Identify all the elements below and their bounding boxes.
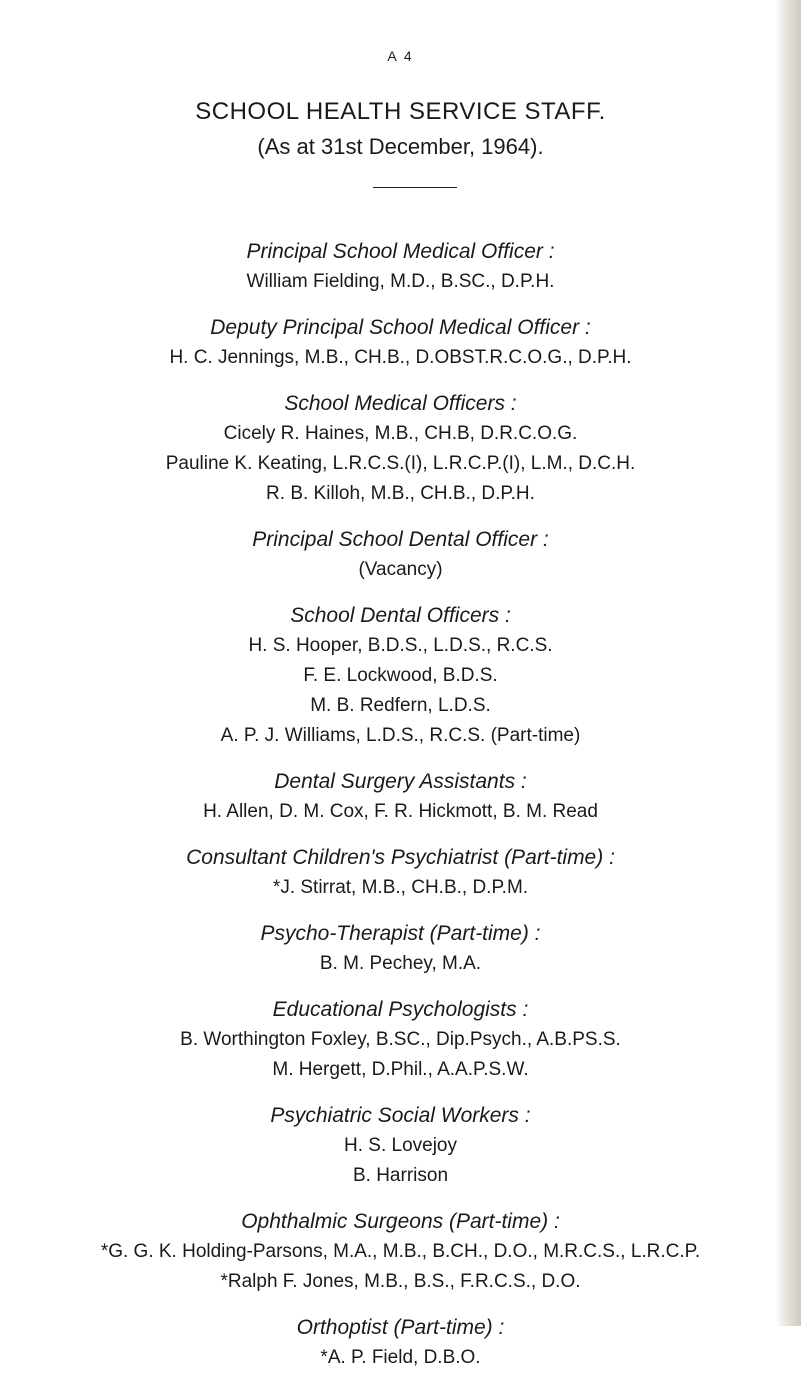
staff-entry: B. M. Pechey, M.A. (319, 953, 482, 974)
staff-list (0, 236, 801, 1388)
section-heading: Ophthalmic Surgeons (Part-time) : (241, 1210, 560, 1233)
staff-entry: B. Harrison (352, 1165, 449, 1186)
section-heading: Principal School Dental Officer : (252, 528, 549, 551)
section-heading: Dental Surgery Assistants : (274, 770, 527, 793)
staff-section (0, 842, 801, 903)
staff-section (0, 236, 801, 297)
staff-entry: William Fielding, M.D., B.SC., D.P.H. (246, 271, 555, 292)
staff-entry: M. B. Redfern, L.D.S. (310, 695, 491, 716)
staff-entry: *J. Stirrat, M.B., CH.B., D.P.M. (272, 877, 529, 898)
staff-entry: F. E. Lockwood, B.D.S. (303, 665, 498, 686)
page-subtitle: (As at 31st December, 1964). (257, 134, 544, 159)
section-heading: Deputy Principal School Medical Officer : (210, 316, 591, 339)
staff-entry: B. Worthington Foxley, B.SC., Dip.Psych., A.B.PS.S. (180, 1029, 621, 1050)
staff-section (0, 388, 801, 509)
staff-entry: H. C. Jennings, M.B., CH.B., D.OBST.R.C.O.G., D.P.H. (169, 347, 632, 368)
section-heading: Psychiatric Social Workers : (270, 1104, 531, 1127)
staff-entry: *G. G. K. Holding-Parsons, M.A., M.B., B.CH., D.O., M.R.C.S., L.R.C.P. (100, 1241, 701, 1262)
page-title: SCHOOL HEALTH SERVICE STAFF. (195, 98, 606, 125)
staff-entry: Pauline K. Keating, L.R.C.S.(I), L.R.C.P.(I), L.M., D.C.H. (165, 453, 636, 474)
staff-entry: M. Hergett, D.Phil., A.A.P.S.W. (272, 1059, 529, 1080)
staff-section (0, 994, 801, 1085)
divider-rule (373, 187, 457, 188)
staff-entry: Cicely R. Haines, M.B., CH.B, D.R.C.O.G. (223, 423, 578, 444)
staff-section (0, 1206, 801, 1297)
section-heading: Principal School Medical Officer : (246, 240, 555, 263)
staff-entry: H. Allen, D. M. Cox, F. R. Hickmott, B. M. Read (203, 801, 598, 822)
staff-entry: A. P. J. Williams, L.D.S., R.C.S. (Part-time) (220, 725, 581, 746)
staff-entry: H. S. Hooper, B.D.S., L.D.S., R.C.S. (248, 635, 553, 656)
section-heading: Consultant Children's Psychiatrist (Part-time) : (186, 846, 615, 869)
staff-entry: R. B. Killoh, M.B., CH.B., D.P.H. (266, 483, 535, 504)
staff-entry: (Vacancy) (358, 559, 443, 580)
section-heading: Psycho-Therapist (Part-time) : (260, 922, 541, 945)
staff-section (0, 918, 801, 979)
staff-section (0, 524, 801, 585)
staff-section (0, 766, 801, 827)
page-number: A 4 (387, 48, 414, 64)
staff-section (0, 1100, 801, 1191)
section-heading: School Dental Officers : (290, 604, 511, 627)
section-heading: Orthoptist (Part-time) : (296, 1316, 505, 1339)
section-heading: School Medical Officers : (284, 392, 517, 415)
section-heading: Educational Psychologists : (272, 998, 529, 1021)
staff-entry: *Ralph F. Jones, M.B., B.S., F.R.C.S., D.O. (220, 1271, 581, 1292)
staff-entry: H. S. Lovejoy (344, 1135, 457, 1156)
staff-entry: *A. P. Field, D.B.O. (320, 1347, 481, 1368)
staff-section (0, 600, 801, 751)
staff-section (0, 312, 801, 373)
staff-section (0, 1312, 801, 1373)
